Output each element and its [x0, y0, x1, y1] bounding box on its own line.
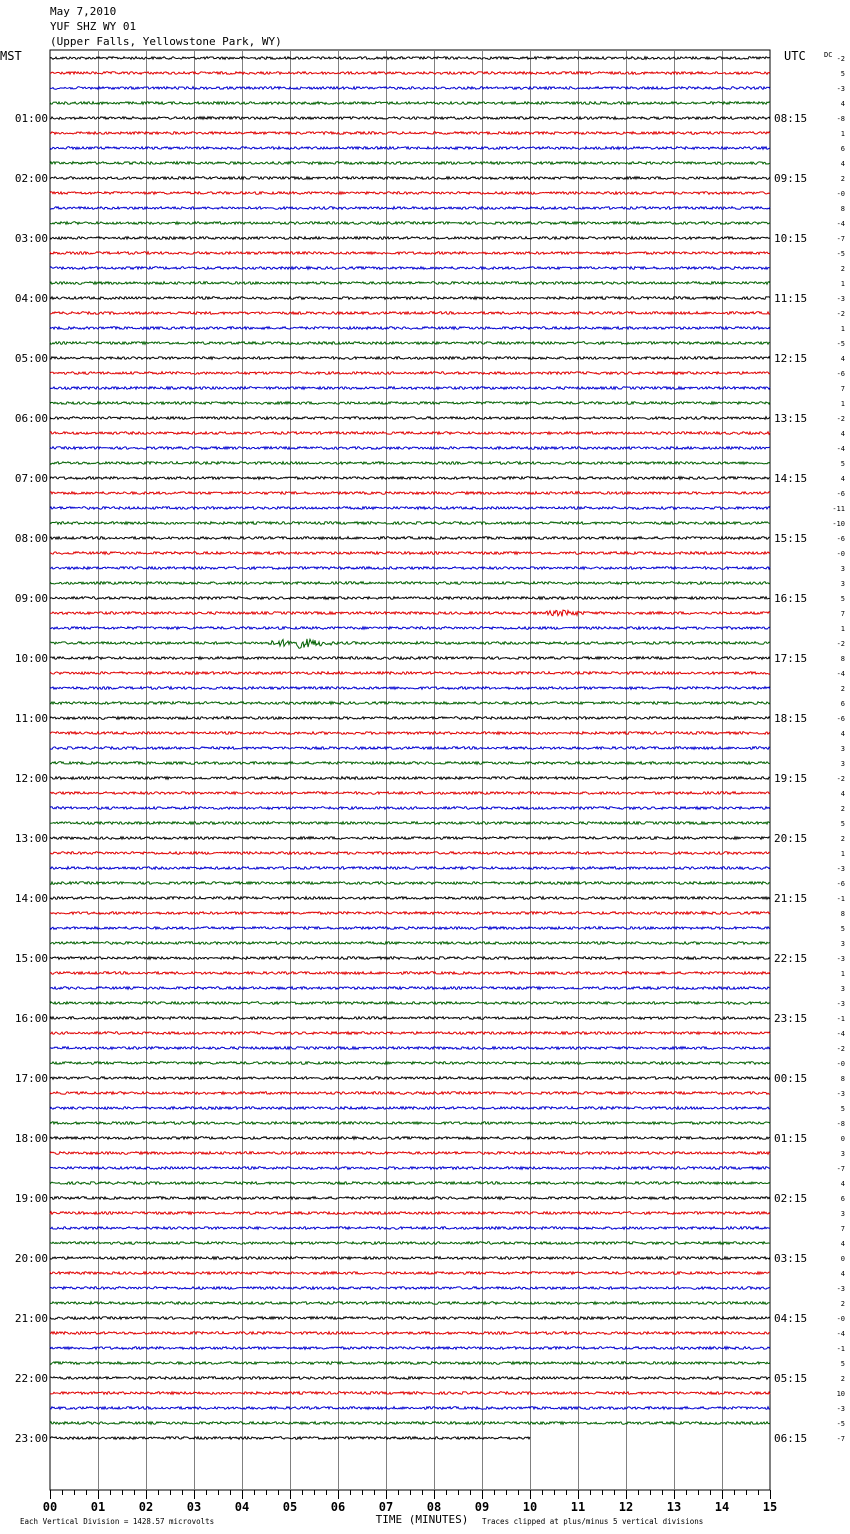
dc-offset-value: -11 — [832, 505, 845, 513]
trace-row — [50, 1377, 770, 1380]
trace-row — [50, 882, 770, 885]
mst-hour-label: 09:00 — [14, 592, 48, 605]
dc-offset-value: 10 — [836, 1390, 845, 1398]
x-tick-label: 15 — [762, 1500, 778, 1514]
trace-row — [50, 942, 770, 945]
utc-hour-label: 17:15 — [774, 652, 808, 665]
dc-offset-value: 3 — [840, 580, 845, 588]
dc-offset-value: -1 — [836, 1345, 845, 1353]
dc-offset-value: -7 — [836, 1435, 845, 1443]
trace-row — [50, 57, 770, 60]
dc-offset-value: -6 — [836, 490, 845, 498]
x-tick-label: 08 — [426, 1500, 442, 1514]
record-date: May 7,2010 — [50, 5, 117, 18]
dc-offset-value: 6 — [840, 700, 845, 708]
dc-offset-value: 5 — [840, 820, 845, 828]
dc-offset-value: 5 — [840, 460, 845, 468]
mst-hour-label: 06:00 — [14, 412, 48, 425]
trace-row — [50, 552, 770, 555]
dc-offset-value: -2 — [836, 640, 845, 648]
trace-row — [50, 610, 770, 616]
dc-offset-value: -0 — [836, 190, 845, 198]
dc-offset-value: 3 — [840, 745, 845, 753]
trace-row — [50, 1317, 770, 1320]
x-tick-label: 07 — [378, 1500, 394, 1514]
trace-row — [50, 1227, 770, 1230]
trace-row — [50, 957, 770, 960]
mst-hour-label: 16:00 — [14, 1012, 48, 1025]
trace-row — [50, 627, 770, 630]
x-tick-label: 12 — [618, 1500, 634, 1514]
dc-offset-value: -2 — [836, 55, 845, 63]
dc-offset-value: 4 — [840, 100, 845, 108]
dc-offset-value: 1 — [840, 850, 845, 858]
trace-row — [50, 162, 770, 165]
trace-row — [50, 867, 770, 870]
dc-offset-value: -4 — [836, 445, 845, 453]
dc-offset-value: -3 — [836, 955, 845, 963]
right-timezone-label: UTC — [784, 49, 806, 63]
trace-row — [50, 402, 770, 405]
dc-offset-value: 8 — [840, 655, 845, 663]
dc-offset-value: -6 — [836, 715, 845, 723]
trace-row — [50, 837, 770, 840]
dc-offset-value: -2 — [836, 310, 845, 318]
trace-row — [50, 1002, 770, 1005]
trace-row — [50, 657, 770, 660]
dc-offset-value: -5 — [836, 340, 845, 348]
utc-hour-label: 11:15 — [774, 292, 808, 305]
dc-offset-value: 8 — [840, 1075, 845, 1083]
trace-row — [50, 1197, 770, 1200]
dc-offset-value: 4 — [840, 355, 845, 363]
dc-offset-value: 1 — [840, 400, 845, 408]
trace-row — [50, 1347, 770, 1350]
trace-row — [50, 492, 770, 495]
utc-hour-label: 01:15 — [774, 1132, 808, 1145]
dc-offset-value: 2 — [840, 1300, 845, 1308]
trace-row — [50, 327, 770, 330]
mst-hour-label: 10:00 — [14, 652, 48, 665]
trace-row — [50, 747, 770, 750]
trace-row — [50, 1302, 770, 1305]
mst-hour-label: 11:00 — [14, 712, 48, 725]
trace-row — [50, 1107, 770, 1110]
dc-offset-value: 0 — [840, 1135, 845, 1143]
dc-offset-value: 7 — [840, 610, 845, 618]
dc-offset-value: 3 — [840, 1150, 845, 1158]
mst-hour-label: 20:00 — [14, 1252, 48, 1265]
mst-hour-label: 17:00 — [14, 1072, 48, 1085]
trace-row — [50, 132, 770, 135]
trace-row — [50, 1077, 770, 1080]
dc-offset-value: 5 — [840, 1105, 845, 1113]
dc-offset-value: -7 — [836, 1165, 845, 1173]
dc-offset-value: 2 — [840, 265, 845, 273]
x-axis-title: TIME (MINUTES) — [375, 1513, 469, 1526]
mst-hour-label: 05:00 — [14, 352, 48, 365]
station-location: (Upper Falls, Yellowstone Park, WY) — [50, 35, 282, 48]
dc-offset-value: 5 — [840, 1360, 845, 1368]
trace-row — [50, 177, 770, 180]
trace-row — [50, 1422, 770, 1425]
utc-hour-label: 13:15 — [774, 412, 808, 425]
trace-row — [50, 1017, 770, 1020]
mst-hour-label: 14:00 — [14, 892, 48, 905]
trace-row — [50, 672, 770, 675]
dc-offset-value: 2 — [840, 685, 845, 693]
dc-offset-value: -0 — [836, 1315, 845, 1323]
dc-offset-value: -7 — [836, 235, 845, 243]
trace-row — [50, 387, 770, 390]
dc-offset-value: 3 — [840, 760, 845, 768]
mst-hour-label: 08:00 — [14, 532, 48, 545]
mst-hour-label: 13:00 — [14, 832, 48, 845]
mst-hour-label: 03:00 — [14, 232, 48, 245]
utc-hour-label: 06:15 — [774, 1432, 808, 1445]
x-tick-label: 09 — [474, 1500, 490, 1514]
trace-row — [50, 822, 770, 825]
trace-row — [50, 462, 770, 465]
utc-hour-label: 15:15 — [774, 532, 808, 545]
utc-hour-label: 12:15 — [774, 352, 808, 365]
dc-offset-value: 1 — [840, 970, 845, 978]
trace-row — [50, 192, 770, 195]
trace-row — [50, 777, 770, 780]
trace-row — [50, 1092, 770, 1095]
trace-row — [50, 972, 770, 975]
dc-offset-value: 5 — [840, 925, 845, 933]
dc-offset-value: 5 — [840, 595, 845, 603]
utc-hour-label: 16:15 — [774, 592, 808, 605]
trace-row — [50, 417, 770, 420]
trace-row — [50, 582, 770, 585]
dc-offset-value: -3 — [836, 85, 845, 93]
x-tick-label: 00 — [42, 1500, 58, 1514]
dc-offset-value: -3 — [836, 1090, 845, 1098]
dc-offset-value: -0 — [836, 550, 845, 558]
dc-offset-value: -4 — [836, 220, 845, 228]
dc-offset-value: 4 — [840, 790, 845, 798]
trace-row — [50, 1137, 770, 1140]
trace-row — [50, 1272, 770, 1275]
trace-row — [50, 717, 770, 720]
trace-row — [50, 762, 770, 765]
trace-row — [50, 1047, 770, 1050]
trace-row — [50, 522, 770, 525]
x-tick-label: 03 — [186, 1500, 202, 1514]
trace-row — [50, 312, 770, 315]
dc-offset-value: -8 — [836, 115, 845, 123]
time-axis — [43, 1490, 777, 1514]
x-tick-label: 06 — [330, 1500, 346, 1514]
trace-row — [50, 927, 770, 930]
trace-row — [50, 207, 770, 210]
trace-row — [50, 87, 770, 90]
utc-hour-label: 04:15 — [774, 1312, 808, 1325]
trace-row — [50, 897, 770, 900]
trace-row — [50, 1167, 770, 1170]
trace-row — [50, 702, 770, 705]
dc-offset-value: 1 — [840, 280, 845, 288]
scale-note: Each Vertical Division = 1428.57 microvolts — [20, 1517, 215, 1526]
x-tick-label: 13 — [666, 1500, 682, 1514]
trace-row — [50, 537, 770, 540]
trace-row — [50, 1392, 770, 1395]
dc-offset-value: -1 — [836, 1015, 845, 1023]
dc-offset-value: 4 — [840, 1270, 845, 1278]
trace-row — [50, 567, 770, 570]
mst-hour-label: 22:00 — [14, 1372, 48, 1385]
trace-row — [50, 102, 770, 105]
mst-hour-label: 15:00 — [14, 952, 48, 965]
trace-row — [50, 267, 770, 270]
dc-offset-value: 8 — [840, 205, 845, 213]
clip-note: Traces clipped at plus/minus 5 vertical divisions — [482, 1517, 704, 1526]
trace-row — [50, 597, 770, 600]
trace-row — [50, 687, 770, 690]
dc-offset-value: 3 — [840, 565, 845, 573]
mst-hour-label: 04:00 — [14, 292, 48, 305]
dc-offset-value: 0 — [840, 1255, 845, 1263]
dc-offset-value: -4 — [836, 1330, 845, 1338]
trace-row — [50, 852, 770, 855]
mst-hour-label: 19:00 — [14, 1192, 48, 1205]
utc-hour-label: 03:15 — [774, 1252, 808, 1265]
dc-offset-value: 6 — [840, 1195, 845, 1203]
left-timezone-label: MST — [0, 49, 22, 63]
trace-row — [50, 432, 770, 435]
dc-offset-value: 4 — [840, 1240, 845, 1248]
trace-row — [50, 1182, 770, 1185]
trace-row — [50, 237, 770, 240]
dc-offset-value: -3 — [836, 295, 845, 303]
dc-offset-value: -5 — [836, 1420, 845, 1428]
trace-row — [50, 507, 770, 510]
utc-hour-label: 21:15 — [774, 892, 808, 905]
trace-row — [50, 252, 770, 255]
utc-hour-label: 02:15 — [774, 1192, 808, 1205]
dc-offset-value: -6 — [836, 370, 845, 378]
mst-hour-label: 21:00 — [14, 1312, 48, 1325]
dc-offset-value: 1 — [840, 130, 845, 138]
x-tick-label: 02 — [138, 1500, 154, 1514]
dc-offset-value: 3 — [840, 940, 845, 948]
utc-hour-label: 19:15 — [774, 772, 808, 785]
dc-column-header: DC — [824, 51, 833, 59]
dc-offset-value: 4 — [840, 730, 845, 738]
trace-row — [50, 1257, 770, 1260]
trace-row — [50, 1122, 770, 1125]
trace-row — [50, 1152, 770, 1155]
trace-row — [50, 1032, 770, 1035]
dc-offset-value: -2 — [836, 775, 845, 783]
mst-hour-label: 07:00 — [14, 472, 48, 485]
utc-hour-label: 00:15 — [774, 1072, 808, 1085]
trace-row — [50, 807, 770, 810]
dc-offset-value: -6 — [836, 880, 845, 888]
dc-offset-value: -2 — [836, 415, 845, 423]
utc-hour-label: 05:15 — [774, 1372, 808, 1385]
x-tick-label: 01 — [90, 1500, 106, 1514]
dc-offset-value: 2 — [840, 805, 845, 813]
x-tick-label: 10 — [522, 1500, 538, 1514]
dc-offset-value: -5 — [836, 250, 845, 258]
trace-row — [50, 792, 770, 795]
dc-offset-value: 2 — [840, 1375, 845, 1383]
utc-hour-label: 08:15 — [774, 112, 808, 125]
trace-row — [50, 447, 770, 450]
trace-row — [50, 1212, 770, 1215]
mst-hour-label: 02:00 — [14, 172, 48, 185]
trace-row — [50, 297, 770, 300]
dc-offset-value: 4 — [840, 160, 845, 168]
dc-offset-value: -2 — [836, 1045, 845, 1053]
trace-row — [50, 987, 770, 990]
mst-hour-label: 18:00 — [14, 1132, 48, 1145]
mst-hour-label: 23:00 — [14, 1432, 48, 1445]
dc-offset-value: 5 — [840, 70, 845, 78]
dc-offset-value: -6 — [836, 535, 845, 543]
trace-row — [50, 912, 770, 915]
trace-row — [50, 639, 770, 648]
trace-row — [50, 1407, 770, 1410]
dc-offset-value: 1 — [840, 325, 845, 333]
chart-labels — [0, 49, 845, 1526]
trace-row — [50, 732, 770, 735]
x-tick-label: 11 — [570, 1500, 586, 1514]
dc-offset-value: -10 — [832, 520, 845, 528]
utc-hour-label: 10:15 — [774, 232, 808, 245]
mst-hour-label: 12:00 — [14, 772, 48, 785]
dc-offset-value: -3 — [836, 1000, 845, 1008]
trace-row — [50, 147, 770, 150]
trace-row — [50, 372, 770, 375]
utc-hour-label: 23:15 — [774, 1012, 808, 1025]
utc-hour-label: 18:15 — [774, 712, 808, 725]
dc-offset-value: 6 — [840, 145, 845, 153]
x-tick-label: 14 — [714, 1500, 730, 1514]
trace-row — [50, 1362, 770, 1365]
dc-offset-value: -4 — [836, 1030, 845, 1038]
dc-offset-value: 7 — [840, 1225, 845, 1233]
trace-row — [50, 342, 770, 345]
trace-row — [50, 1287, 770, 1290]
dc-offset-value: -8 — [836, 1120, 845, 1128]
mst-hour-label: 01:00 — [14, 112, 48, 125]
trace-row — [50, 72, 770, 75]
utc-hour-label: 14:15 — [774, 472, 808, 485]
trace-row — [50, 222, 770, 225]
trace-row — [50, 1332, 770, 1335]
dc-offset-value: -3 — [836, 865, 845, 873]
dc-offset-value: -3 — [836, 1285, 845, 1293]
dc-offset-value: 8 — [840, 910, 845, 918]
trace-row — [50, 357, 770, 360]
trace-row — [50, 477, 770, 480]
dc-offset-value: 1 — [840, 625, 845, 633]
trace-row — [50, 1242, 770, 1245]
trace-row — [50, 117, 770, 120]
x-tick-label: 05 — [282, 1500, 298, 1514]
utc-hour-label: 20:15 — [774, 832, 808, 845]
dc-offset-value: 3 — [840, 1210, 845, 1218]
trace-row — [50, 1062, 770, 1065]
dc-offset-value: 4 — [840, 1180, 845, 1188]
station-code: YUF SHZ WY 01 — [50, 20, 137, 33]
dc-offset-value: 3 — [840, 985, 845, 993]
seismic-traces — [50, 57, 770, 1440]
utc-hour-label: 22:15 — [774, 952, 808, 965]
dc-offset-value: -3 — [836, 1405, 845, 1413]
dc-offset-value: 4 — [840, 430, 845, 438]
dc-offset-value: 4 — [840, 475, 845, 483]
trace-row — [50, 282, 770, 285]
dc-offset-value: 2 — [840, 835, 845, 843]
x-tick-label: 04 — [234, 1500, 250, 1514]
dc-offset-value: -4 — [836, 670, 845, 678]
utc-hour-label: 09:15 — [774, 172, 808, 185]
dc-offset-value: 7 — [840, 385, 845, 393]
dc-offset-value: -1 — [836, 895, 845, 903]
dc-offset-value: -0 — [836, 1060, 845, 1068]
dc-offset-value: 2 — [840, 175, 845, 183]
